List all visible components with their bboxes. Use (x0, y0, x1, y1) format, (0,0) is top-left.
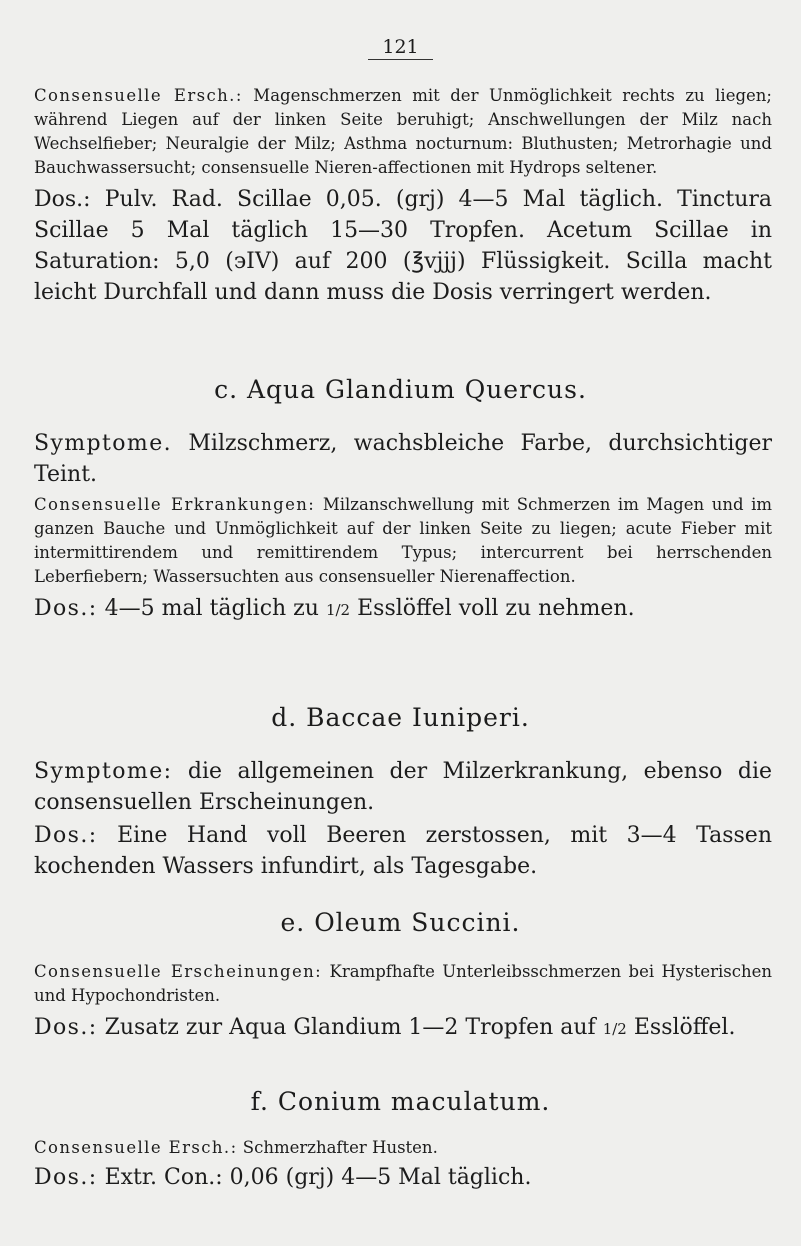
section-e-body (34, 960, 772, 1045)
section-d-dosage-text: Eine Hand voll Beeren zerstossen, mit 3—4 Tassen kochenden Wassers infundirt, als Tagesgabe. (34, 823, 772, 879)
section-d-heading: d. Baccae Iuniperi. (271, 703, 530, 732)
intro-consensual-text: Magenschmerzen mit der Unmöglichkeit rechts zu liegen; während Liegen auf der linken Seite beruhigt; Anschwellungen der Milz nach Wechselfieber; Neuralgie der Milz; Asthma nocturnum: Bluthusten; Metrorhagie und Bauchwassersucht; consensuelle Nieren-affectionen mit Hydrops seltener. (34, 86, 772, 177)
section-e-consensual-lead: Consensuelle Erscheinungen: (34, 962, 323, 981)
section-e-dosage-text-1: Zusatz zur Aqua Glandium 1—2 Tropfen auf (104, 1015, 596, 1040)
section-e-heading: e. Oleum Succini. (280, 908, 521, 937)
section-f-consensual-text: Schmerzhafter Husten. (242, 1138, 438, 1157)
intro-block (34, 84, 772, 308)
section-d-symptoms-text: die allgemeinen der Milzerkrankung, ebenso die consensuellen Erscheinungen. (34, 759, 773, 815)
intro-consensual-paragraph (34, 84, 772, 180)
section-d-symptoms-lead: Symptome: (34, 759, 173, 784)
intro-dosage-paragraph (34, 184, 772, 308)
section-c-dosage-text-2: Esslöffel voll zu nehmen. (357, 596, 635, 621)
section-e-consensual (34, 960, 772, 1008)
section-c-consensual (34, 493, 772, 589)
section-c-dosage (34, 593, 772, 626)
section-d-body (34, 756, 772, 882)
section-c-symptoms-lead: Symptome. (34, 431, 173, 456)
section-e-dosage (34, 1012, 772, 1045)
section-d-dosage (34, 820, 772, 882)
intro-consensual-lead: Consensuelle Ersch.: (34, 86, 243, 105)
section-e-dosage-lead: Dos.: (34, 1015, 98, 1040)
section-c-consensual-text: Milzanschwellung mit Schmerzen im Magen und im ganzen Bauche und Unmöglichkeit auf der linken Seite zu liegen; acute Fieber mit intermittirendem und remittirendem Typus; intercurrent bei herrschenden Leberfiebern; Wassersuchten aus consensueller Nierenaffection. (34, 495, 773, 586)
section-c-heading: c. Aqua Glandium Quercus. (214, 375, 587, 404)
section-c-body (34, 428, 772, 626)
section-f-heading: f. Conium maculatum. (250, 1087, 551, 1116)
section-f-body (34, 1136, 772, 1193)
intro-dosage-lead: Dos.: (34, 187, 91, 212)
section-e-dosage-text-2: Esslöffel. (633, 1015, 736, 1040)
section-c-dosage-lead: Dos.: (34, 596, 98, 621)
section-e-dosage-fraction: 1/2 (602, 1020, 627, 1038)
section-d-dosage-lead: Dos.: (34, 823, 98, 848)
section-f-consensual-lead: Consensuelle Ersch.: (34, 1138, 238, 1157)
section-f-consensual (34, 1136, 772, 1160)
section-c-consensual-lead: Consensuelle Erkrankungen: (34, 495, 316, 514)
section-c-dosage-text-1: 4—5 mal täglich zu (104, 596, 319, 621)
section-f-dosage (34, 1162, 772, 1193)
section-e-consensual-text: Krampfhafte Unterleibsschmerzen bei Hysterischen und Hypochondristen. (34, 962, 772, 1005)
section-d-symptoms (34, 756, 772, 818)
intro-dosage-text: Pulv. Rad. Scillae 0,05. (grj) 4—5 Mal täglich. Tinctura Scillae 5 Mal täglich 15—30 Tropfen. Acetum Scillae in Saturation: 5,0 (϶IV) auf 200 (℥vjjj) Flüssigkeit. Scilla macht leicht Durchfall und dann muss die Dosis verringert werden. (34, 187, 773, 305)
section-c-symptoms (34, 428, 772, 490)
section-c-dosage-fraction: 1/2 (325, 601, 351, 619)
section-c-symptoms-text: Milzschmerz, wachsbleiche Farbe, durchsichtiger Teint. (34, 431, 772, 487)
section-f-dosage-text: Extr. Con.: 0,06 (grj) 4—5 Mal täglich. (104, 1165, 532, 1190)
page-number: 121 (0, 36, 801, 58)
section-f-dosage-lead: Dos.: (34, 1165, 98, 1190)
